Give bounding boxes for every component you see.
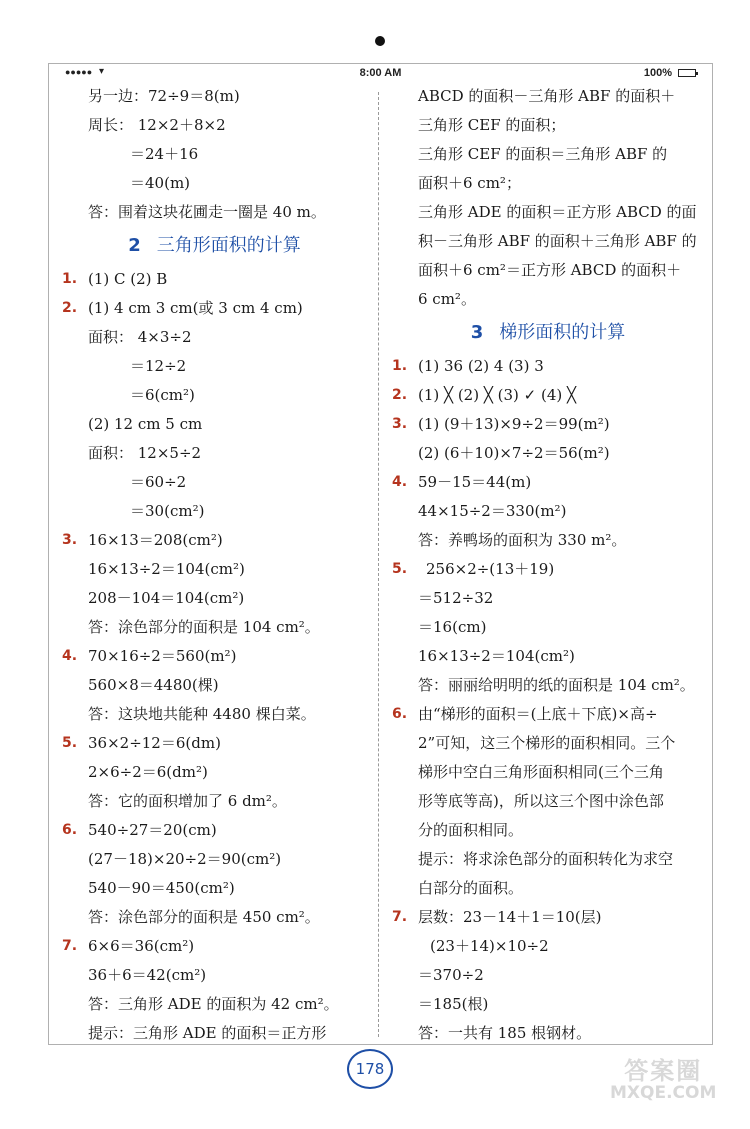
answer-text: ＝30(cm²) xyxy=(130,502,205,520)
answer-text: 36＋6＝42(cm²) xyxy=(88,966,207,984)
answer-line xyxy=(392,82,704,111)
section-heading: 梯形面积的计算 xyxy=(499,322,626,343)
answer-text: 答：涂色部分的面积是 104 cm²。 xyxy=(88,618,320,636)
answer-text: 分的面积相同。 xyxy=(418,821,524,839)
answer-line xyxy=(392,1019,704,1048)
question-number: 7. xyxy=(392,909,408,925)
answer-line xyxy=(62,140,367,169)
answer-text: 白部分的面积。 xyxy=(418,879,524,897)
section-heading: 三角形面积的计算 xyxy=(156,235,301,256)
answer-line xyxy=(392,381,704,410)
answer-text: 答：涂色部分的面积是 450 cm²。 xyxy=(88,908,320,926)
answer-text: ＝60÷2 xyxy=(130,473,187,491)
answer-text: 提示：三角形 ADE 的面积＝正方形 xyxy=(88,1024,327,1042)
answer-text: 16×13÷2＝104(cm²) xyxy=(418,647,575,665)
answer-line xyxy=(392,758,704,787)
answer-line xyxy=(62,584,367,613)
answer-text: 三角形 ADE 的面积＝正方形 ABCD 的面 xyxy=(418,203,697,221)
answer-line xyxy=(62,410,367,439)
answer-text: 周长： 12×2＋8×2 xyxy=(88,116,226,134)
answer-line xyxy=(62,265,367,294)
question-number: 1. xyxy=(392,358,408,374)
answer-text: 560×8＝4480(棵) xyxy=(88,676,219,694)
answer-text: 面积＋6 cm²＝正方形 ABCD 的面积＋ xyxy=(418,261,682,279)
answer-line xyxy=(392,198,704,227)
answer-text: (1) 36 (2) 4 (3) 3 xyxy=(418,357,544,375)
answer-line xyxy=(392,227,704,256)
answer-line xyxy=(62,381,367,410)
answer-text: ＝16(cm) xyxy=(418,618,487,636)
answer-text: (2) 12 cm 5 cm xyxy=(88,415,203,433)
watermark xyxy=(610,1057,717,1104)
answer-line xyxy=(392,845,704,874)
question-number: 5. xyxy=(62,735,78,751)
answer-line xyxy=(62,82,367,111)
question-number: 2. xyxy=(392,387,408,403)
answer-text: 答：养鸭场的面积为 330 m²。 xyxy=(418,531,627,549)
answer-line xyxy=(392,555,704,584)
answer-text: 三角形 CEF 的面积＝三角形 ABF 的 xyxy=(418,145,668,163)
answer-line xyxy=(392,439,704,468)
column-divider xyxy=(378,92,379,1037)
answer-text: 59－15＝44(m) xyxy=(418,473,532,491)
answer-text: 答：它的面积增加了 6 dm²。 xyxy=(88,792,287,810)
answer-line xyxy=(62,352,367,381)
answer-line xyxy=(62,323,367,352)
answer-text: 6×6＝36(cm²) xyxy=(88,937,195,955)
question-number: 6. xyxy=(62,822,78,838)
answer-line xyxy=(392,140,704,169)
answer-line xyxy=(392,285,704,314)
answer-line xyxy=(392,169,704,198)
watermark-url: MXQE.COM xyxy=(610,1083,717,1103)
answer-text: ＝370÷2 xyxy=(418,966,484,984)
answer-text: 层数：23－14＋1＝10(层) xyxy=(418,908,602,926)
answer-text: 44×15÷2＝330(m²) xyxy=(418,502,567,520)
question-number: 2. xyxy=(62,300,78,316)
answer-text: 6 cm²。 xyxy=(418,290,476,308)
answer-line xyxy=(62,198,367,227)
answer-text: ＝6(cm²) xyxy=(130,386,195,404)
answer-text: (1) (9＋13)×9÷2＝99(m²) xyxy=(418,415,610,433)
answer-line xyxy=(62,555,367,584)
answer-line xyxy=(62,294,367,323)
question-number: 7. xyxy=(62,938,78,954)
answer-text: 208－104＝104(cm²) xyxy=(88,589,245,607)
answer-text: 540－90＝450(cm²) xyxy=(88,879,235,897)
answer-line xyxy=(392,874,704,903)
answer-line xyxy=(392,671,704,700)
answer-text: (1) C (2) B xyxy=(88,270,168,288)
answer-line xyxy=(62,111,367,140)
answer-line xyxy=(62,729,367,758)
answer-text: 答：三角形 ADE 的面积为 42 cm²。 xyxy=(88,995,339,1013)
answer-line xyxy=(392,352,704,381)
answer-text: (1) ╳ (2) ╳ (3) ✓ (4) ╳ xyxy=(418,386,577,404)
camera-dot xyxy=(375,36,385,46)
question-number: 4. xyxy=(62,648,78,664)
answer-line xyxy=(62,700,367,729)
answer-text: ＝12÷2 xyxy=(130,357,187,375)
answer-text: 梯形中空白三角形面积相同(三个三角 xyxy=(418,763,664,781)
answer-line xyxy=(62,642,367,671)
signal-icon: ●●●●● xyxy=(65,67,93,77)
answer-text: ＝24＋16 xyxy=(130,145,199,163)
answer-line xyxy=(62,1019,367,1048)
answer-line xyxy=(392,700,704,729)
answer-line xyxy=(392,932,704,961)
answer-line xyxy=(62,526,367,555)
answer-text: (1) 4 cm 3 cm(或 3 cm 4 cm) xyxy=(88,299,303,317)
answer-text: 16×13＝208(cm²) xyxy=(88,531,223,549)
left-column xyxy=(62,82,367,1048)
answer-line xyxy=(392,497,704,526)
answer-line xyxy=(392,584,704,613)
answer-text: 256×2÷(13＋19) xyxy=(426,560,555,578)
answer-line xyxy=(392,961,704,990)
answer-line xyxy=(392,729,704,758)
answer-text: 另一边：72÷9＝8(m) xyxy=(88,87,240,105)
answer-text: ＝185(根) xyxy=(418,995,489,1013)
section-title xyxy=(62,227,367,265)
answer-text: 面积： 12×5÷2 xyxy=(88,444,202,462)
battery-icon xyxy=(678,69,696,77)
answer-line xyxy=(392,111,704,140)
answer-line xyxy=(62,990,367,1019)
answer-line xyxy=(62,932,367,961)
answer-text: (23＋14)×10÷2 xyxy=(430,937,549,955)
section-number: 3 xyxy=(470,322,484,343)
section-title xyxy=(392,314,704,352)
answer-text: (2) (6＋10)×7÷2＝56(m²) xyxy=(418,444,610,462)
question-number: 5. xyxy=(392,561,408,577)
answer-text: 70×16÷2＝560(m²) xyxy=(88,647,237,665)
answer-line xyxy=(392,256,704,285)
answer-text: 2×6÷2＝6(dm²) xyxy=(88,763,208,781)
answer-text: ABCD 的面积－三角形 ABF 的面积＋ xyxy=(418,87,676,105)
answer-line xyxy=(62,903,367,932)
answer-line xyxy=(392,903,704,932)
answer-line xyxy=(392,642,704,671)
answer-text: 16×13÷2＝104(cm²) xyxy=(88,560,245,578)
answer-line xyxy=(62,961,367,990)
answer-text: 540÷27＝20(cm) xyxy=(88,821,217,839)
answer-line xyxy=(392,990,704,1019)
answer-line xyxy=(62,613,367,642)
answer-text: ＝40(m) xyxy=(130,174,191,192)
answer-line xyxy=(62,874,367,903)
answer-text: (27－18)×20÷2＝90(cm²) xyxy=(88,850,282,868)
page-number: 178 xyxy=(347,1049,393,1089)
question-number: 6. xyxy=(392,706,408,722)
question-number: 3. xyxy=(62,532,78,548)
answer-line xyxy=(62,497,367,526)
question-number: 3. xyxy=(392,416,408,432)
answer-line xyxy=(62,787,367,816)
answer-line xyxy=(392,526,704,555)
answer-text: 三角形 CEF 的面积； xyxy=(418,116,566,134)
answer-line xyxy=(62,758,367,787)
watermark-logo: 答案圈 xyxy=(624,1057,703,1085)
battery-percent: 100% xyxy=(643,67,672,79)
answer-text: 形等底等高)，所以这三个图中涂色部 xyxy=(418,792,664,810)
answer-line xyxy=(392,468,704,497)
answer-text: 2”可知，这三个梯形的面积相同。三个 xyxy=(418,734,676,752)
answer-line xyxy=(62,845,367,874)
answer-text: 答：围着这块花圃走一圈是 40 m。 xyxy=(88,203,326,221)
answer-text: 面积： 4×3÷2 xyxy=(88,328,192,346)
answer-line xyxy=(62,816,367,845)
answer-line xyxy=(62,439,367,468)
answer-text: 面积＋6 cm²； xyxy=(418,174,521,192)
answer-text: 答：这块地共能种 4480 棵白菜。 xyxy=(88,705,316,723)
status-time: 8:00 AM xyxy=(359,67,402,79)
answer-text: ＝512÷32 xyxy=(418,589,494,607)
answer-text: 提示：将求涂色部分的面积转化为求空 xyxy=(418,850,674,868)
section-number: 2 xyxy=(128,235,141,256)
answer-line xyxy=(392,613,704,642)
answer-line xyxy=(62,169,367,198)
question-number: 1. xyxy=(62,271,78,287)
answer-line xyxy=(392,410,704,439)
answer-text: 36×2÷12＝6(dm) xyxy=(88,734,221,752)
answer-line xyxy=(392,816,704,845)
status-bar xyxy=(49,64,712,82)
answer-text: 答：一共有 185 根钢材。 xyxy=(418,1024,592,1042)
wifi-icon: ▾ xyxy=(99,66,105,77)
answer-line xyxy=(392,787,704,816)
right-column xyxy=(392,82,704,1048)
answer-line xyxy=(62,671,367,700)
answer-text: 积－三角形 ABF 的面积＋三角形 ABF 的 xyxy=(418,232,697,250)
question-number: 4. xyxy=(392,474,408,490)
answer-line xyxy=(62,468,367,497)
answer-text: 由“梯形的面积＝(上底＋下底)×高÷ xyxy=(418,705,658,723)
answer-text: 答：丽丽给明明的纸的面积是 104 cm²。 xyxy=(418,676,695,694)
